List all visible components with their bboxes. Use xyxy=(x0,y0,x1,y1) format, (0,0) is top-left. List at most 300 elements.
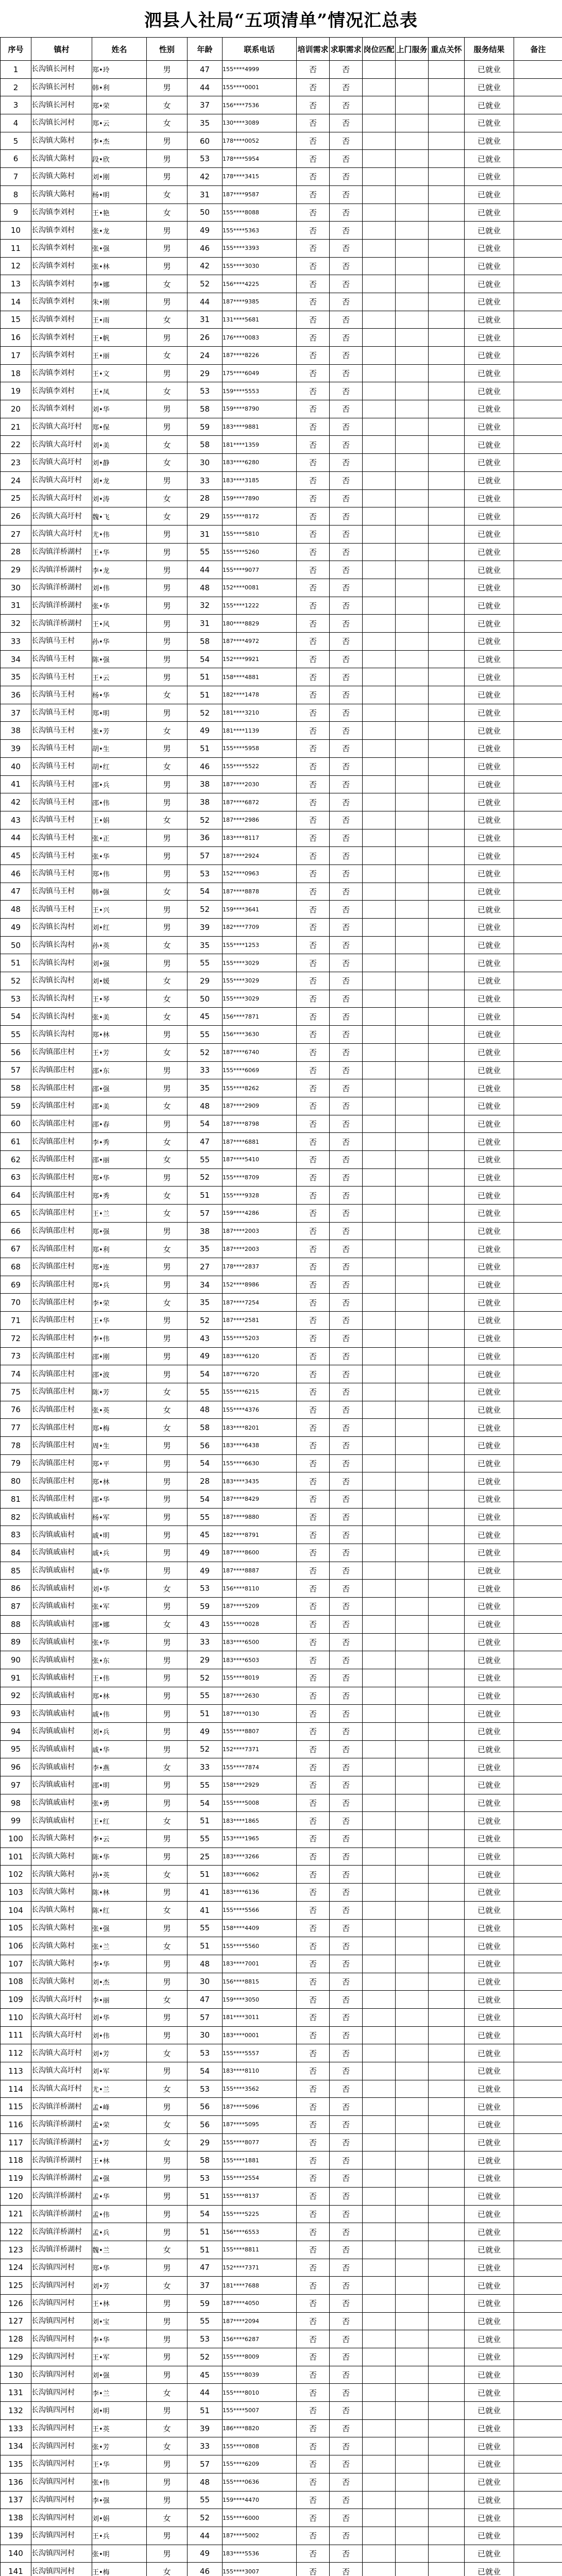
cell-key-care xyxy=(429,1973,465,1991)
cell-no: 93 xyxy=(1,1705,31,1723)
cell-key-care xyxy=(429,364,465,382)
cell-phone: 181****7688 xyxy=(223,2277,297,2295)
cell-no: 50 xyxy=(1,936,31,954)
cell-no: 7 xyxy=(1,168,31,186)
cell-home-service xyxy=(396,686,429,704)
table-row xyxy=(1,811,562,829)
cell-gender: 男 xyxy=(147,2491,188,2509)
cell-service-result: 已就业 xyxy=(465,1097,514,1115)
cell-phone: 155****6630 xyxy=(223,1454,297,1472)
cell-key-care xyxy=(429,2241,465,2259)
cell-name: 刘•明 xyxy=(92,2402,147,2420)
cell-village: 长沟镇邵庄村 xyxy=(31,1043,92,1061)
table-row xyxy=(1,1884,562,1902)
cell-phone: 181****3011 xyxy=(223,2008,297,2026)
cell-job-seeking: 否 xyxy=(330,2527,363,2545)
cell-phone: 178****5954 xyxy=(223,150,297,168)
cell-service-result: 已就业 xyxy=(465,311,514,329)
cell-training: 否 xyxy=(297,793,330,811)
cell-job-match xyxy=(363,936,396,954)
cell-service-result: 已就业 xyxy=(465,883,514,901)
cell-remarks xyxy=(514,1651,562,1669)
cell-village: 长沟镇戚庙村 xyxy=(31,1633,92,1651)
cell-remarks xyxy=(514,757,562,775)
cell-service-result: 已就业 xyxy=(465,2491,514,2509)
cell-home-service xyxy=(396,1508,429,1526)
cell-name: 王•华 xyxy=(92,2455,147,2473)
cell-training: 否 xyxy=(297,2062,330,2080)
cell-name: 张•明 xyxy=(92,2545,147,2563)
cell-village: 长沟镇李刘村 xyxy=(31,347,92,365)
cell-job-seeking: 否 xyxy=(330,2241,363,2259)
cell-phone: 159****3641 xyxy=(223,901,297,919)
cell-name: 李•燕 xyxy=(92,1758,147,1776)
cell-key-care xyxy=(429,78,465,96)
cell-job-seeking: 否 xyxy=(330,2545,363,2563)
cell-remarks xyxy=(514,489,562,507)
cell-age: 54 xyxy=(188,2062,223,2080)
cell-gender: 女 xyxy=(147,1043,188,1061)
cell-job-match xyxy=(363,1472,396,1490)
cell-home-service xyxy=(396,2563,429,2576)
cell-job-match xyxy=(363,972,396,990)
cell-phone: 155****0028 xyxy=(223,1615,297,1633)
cell-village: 长沟镇马王村 xyxy=(31,740,92,758)
cell-remarks xyxy=(514,829,562,847)
cell-key-care xyxy=(429,1454,465,1472)
cell-training: 否 xyxy=(297,1240,330,1258)
cell-job-match xyxy=(363,1222,396,1240)
cell-remarks xyxy=(514,525,562,543)
cell-training: 否 xyxy=(297,722,330,740)
cell-home-service xyxy=(396,2062,429,2080)
cell-name: 刘•华 xyxy=(92,2008,147,2026)
cell-job-match xyxy=(363,525,396,543)
cell-gender: 男 xyxy=(147,1347,188,1365)
cell-key-care xyxy=(429,954,465,972)
cell-phone: 187****9385 xyxy=(223,293,297,311)
header-key-care: 重点关怀 xyxy=(429,38,465,61)
cell-phone: 181****1139 xyxy=(223,722,297,740)
cell-home-service xyxy=(396,418,429,436)
cell-job-match xyxy=(363,883,396,901)
table-row xyxy=(1,936,562,954)
cell-job-match xyxy=(363,2080,396,2098)
cell-service-result: 已就业 xyxy=(465,168,514,186)
cell-village: 长沟镇戚庙村 xyxy=(31,1794,92,1812)
cell-job-match xyxy=(363,2277,396,2295)
cell-remarks xyxy=(514,543,562,561)
cell-training: 否 xyxy=(297,1401,330,1419)
table-row xyxy=(1,1490,562,1509)
cell-service-result: 已就业 xyxy=(465,525,514,543)
cell-service-result: 已就业 xyxy=(465,1651,514,1669)
table-row xyxy=(1,2563,562,2576)
cell-gender: 男 xyxy=(147,1454,188,1472)
cell-training: 否 xyxy=(297,883,330,901)
cell-village: 长沟镇戚庙村 xyxy=(31,1705,92,1723)
cell-service-result: 已就业 xyxy=(465,132,514,150)
cell-job-seeking: 否 xyxy=(330,1669,363,1687)
cell-key-care xyxy=(429,1580,465,1598)
cell-job-match xyxy=(363,168,396,186)
cell-key-care xyxy=(429,2509,465,2527)
cell-remarks xyxy=(514,1705,562,1723)
cell-job-match xyxy=(363,1973,396,1991)
cell-service-result: 已就业 xyxy=(465,2277,514,2295)
cell-service-result: 已就业 xyxy=(465,1294,514,1312)
cell-name: 刘•刚 xyxy=(92,168,147,186)
cell-age: 55 xyxy=(188,2312,223,2330)
cell-gender: 男 xyxy=(147,2098,188,2116)
table-row xyxy=(1,2348,562,2366)
cell-gender: 男 xyxy=(147,2348,188,2366)
cell-remarks xyxy=(514,418,562,436)
cell-service-result: 已就业 xyxy=(465,2419,514,2437)
cell-job-match xyxy=(363,185,396,204)
cell-job-seeking: 否 xyxy=(330,1097,363,1115)
cell-home-service xyxy=(396,2348,429,2366)
cell-village: 长沟镇戚庙村 xyxy=(31,1776,92,1794)
cell-name: 孟•华 xyxy=(92,2187,147,2205)
cell-age: 38 xyxy=(188,793,223,811)
cell-service-result: 已就业 xyxy=(465,2098,514,2116)
cell-service-result: 已就业 xyxy=(465,597,514,615)
cell-key-care xyxy=(429,489,465,507)
cell-job-match xyxy=(363,2348,396,2366)
cell-training: 否 xyxy=(297,704,330,722)
cell-no: 137 xyxy=(1,2491,31,2509)
cell-no: 95 xyxy=(1,1740,31,1758)
cell-key-care xyxy=(429,1222,465,1240)
cell-remarks xyxy=(514,865,562,883)
cell-age: 35 xyxy=(188,1294,223,1312)
cell-job-seeking: 否 xyxy=(330,1383,363,1401)
cell-job-match xyxy=(363,2008,396,2026)
cell-no: 34 xyxy=(1,650,31,668)
cell-job-match xyxy=(363,1580,396,1598)
cell-remarks xyxy=(514,936,562,954)
cell-phone: 183****6500 xyxy=(223,1633,297,1651)
cell-job-seeking: 否 xyxy=(330,1168,363,1187)
cell-remarks xyxy=(514,1419,562,1437)
cell-training: 否 xyxy=(297,1687,330,1705)
cell-job-match xyxy=(363,1133,396,1151)
cell-training: 否 xyxy=(297,811,330,829)
cell-no: 80 xyxy=(1,1472,31,1490)
cell-key-care xyxy=(429,722,465,740)
cell-no: 57 xyxy=(1,1061,31,1079)
cell-gender: 女 xyxy=(147,1205,188,1223)
cell-village: 长沟镇洋桥湖村 xyxy=(31,2151,92,2170)
cell-home-service xyxy=(396,793,429,811)
cell-training: 否 xyxy=(297,2366,330,2384)
cell-remarks xyxy=(514,1329,562,1347)
cell-key-care xyxy=(429,1115,465,1133)
cell-key-care xyxy=(429,2098,465,2116)
cell-village: 长沟镇邵庄村 xyxy=(31,1097,92,1115)
cell-gender: 女 xyxy=(147,722,188,740)
cell-training: 否 xyxy=(297,454,330,472)
cell-age: 55 xyxy=(188,1383,223,1401)
cell-name: 郑•华 xyxy=(92,2259,147,2277)
cell-training: 否 xyxy=(297,1651,330,1669)
cell-service-result: 已就业 xyxy=(465,1722,514,1740)
cell-village: 长沟镇戚庙村 xyxy=(31,1580,92,1598)
header-training: 培训需求 xyxy=(297,38,330,61)
cell-training: 否 xyxy=(297,1187,330,1205)
cell-job-match xyxy=(363,382,396,400)
cell-training: 否 xyxy=(297,2044,330,2062)
cell-home-service xyxy=(396,2545,429,2563)
cell-name: 胡•生 xyxy=(92,740,147,758)
cell-key-care xyxy=(429,329,465,347)
cell-job-seeking: 否 xyxy=(330,257,363,275)
cell-key-care xyxy=(429,2062,465,2080)
cell-no: 101 xyxy=(1,1848,31,1866)
cell-remarks xyxy=(514,1740,562,1758)
cell-service-result: 已就业 xyxy=(465,793,514,811)
cell-gender: 男 xyxy=(147,793,188,811)
cell-job-match xyxy=(363,1526,396,1544)
cell-service-result: 已就业 xyxy=(465,2259,514,2277)
cell-key-care xyxy=(429,1097,465,1115)
cell-name: 邵•美 xyxy=(92,1097,147,1115)
cell-name: 张•英 xyxy=(92,1401,147,1419)
cell-phone: 183****6120 xyxy=(223,1347,297,1365)
table-row xyxy=(1,1794,562,1812)
cell-age: 51 xyxy=(188,686,223,704)
cell-name: 陈•红 xyxy=(92,1901,147,1919)
cell-gender: 女 xyxy=(147,1901,188,1919)
cell-village: 长沟镇长沟村 xyxy=(31,919,92,937)
cell-village: 长沟镇戚庙村 xyxy=(31,1722,92,1740)
cell-job-seeking: 否 xyxy=(330,2151,363,2170)
cell-village: 长沟镇大高圩村 xyxy=(31,418,92,436)
cell-remarks xyxy=(514,2348,562,2366)
cell-gender: 男 xyxy=(147,704,188,722)
cell-service-result: 已就业 xyxy=(465,418,514,436)
cell-name: 孟•芳 xyxy=(92,2133,147,2151)
cell-no: 2 xyxy=(1,78,31,96)
cell-training: 否 xyxy=(297,382,330,400)
cell-home-service xyxy=(396,1794,429,1812)
cell-job-match xyxy=(363,2455,396,2473)
cell-phone: 155****5260 xyxy=(223,543,297,561)
cell-job-match xyxy=(363,2294,396,2312)
cell-service-result: 已就业 xyxy=(465,1598,514,1616)
cell-service-result: 已就业 xyxy=(465,2527,514,2545)
cell-name: 段•欣 xyxy=(92,150,147,168)
cell-name: 戚•华 xyxy=(92,1740,147,1758)
cell-no: 112 xyxy=(1,2044,31,2062)
cell-gender: 男 xyxy=(147,2008,188,2026)
cell-phone: 187****2030 xyxy=(223,775,297,793)
cell-age: 37 xyxy=(188,96,223,114)
cell-village: 长沟镇李刘村 xyxy=(31,293,92,311)
cell-gender: 男 xyxy=(147,1651,188,1669)
cell-job-seeking: 否 xyxy=(330,168,363,186)
cell-job-seeking: 否 xyxy=(330,418,363,436)
cell-job-seeking: 否 xyxy=(330,1419,363,1437)
table-row xyxy=(1,1008,562,1026)
cell-no: 83 xyxy=(1,1526,31,1544)
cell-job-seeking: 否 xyxy=(330,275,363,293)
cell-age: 58 xyxy=(188,2151,223,2170)
cell-key-care xyxy=(429,561,465,579)
cell-home-service xyxy=(396,1973,429,1991)
cell-remarks xyxy=(514,650,562,668)
table-row xyxy=(1,507,562,526)
cell-village: 长沟镇四河村 xyxy=(31,2294,92,2312)
cell-job-seeking: 否 xyxy=(330,61,363,79)
cell-village: 长沟镇长沟村 xyxy=(31,936,92,954)
cell-remarks xyxy=(514,615,562,633)
cell-remarks xyxy=(514,96,562,114)
table-row xyxy=(1,311,562,329)
cell-training: 否 xyxy=(297,1168,330,1187)
cell-gender: 男 xyxy=(147,901,188,919)
cell-home-service xyxy=(396,114,429,132)
cell-key-care xyxy=(429,936,465,954)
cell-key-care xyxy=(429,1544,465,1562)
cell-home-service xyxy=(396,150,429,168)
cell-phone: 187****2003 xyxy=(223,1222,297,1240)
cell-gender: 女 xyxy=(147,2419,188,2437)
cell-home-service xyxy=(396,1526,429,1544)
cell-no: 44 xyxy=(1,829,31,847)
cell-training: 否 xyxy=(297,1079,330,1097)
cell-job-match xyxy=(363,204,396,222)
cell-gender: 男 xyxy=(147,579,188,597)
cell-remarks xyxy=(514,579,562,597)
cell-job-seeking: 否 xyxy=(330,382,363,400)
cell-no: 11 xyxy=(1,239,31,257)
cell-job-seeking: 否 xyxy=(330,936,363,954)
cell-no: 138 xyxy=(1,2509,31,2527)
cell-no: 90 xyxy=(1,1651,31,1669)
cell-village: 长沟镇大陈村 xyxy=(31,1955,92,1973)
cell-home-service xyxy=(396,2384,429,2402)
cell-home-service xyxy=(396,1133,429,1151)
cell-job-seeking: 否 xyxy=(330,704,363,722)
cell-service-result: 已就业 xyxy=(465,2437,514,2455)
cell-key-care xyxy=(429,775,465,793)
cell-name: 郑•利 xyxy=(92,1240,147,1258)
cell-job-seeking: 否 xyxy=(330,2419,363,2437)
cell-key-care xyxy=(429,757,465,775)
cell-home-service xyxy=(396,1848,429,1866)
cell-job-seeking: 否 xyxy=(330,1580,363,1598)
cell-home-service xyxy=(396,1687,429,1705)
cell-service-result: 已就业 xyxy=(465,204,514,222)
cell-phone: 131****5681 xyxy=(223,311,297,329)
cell-village: 长沟镇大陈村 xyxy=(31,1848,92,1866)
cell-gender: 男 xyxy=(147,1061,188,1079)
cell-no: 96 xyxy=(1,1758,31,1776)
cell-service-result: 已就业 xyxy=(465,775,514,793)
cell-no: 18 xyxy=(1,364,31,382)
cell-name: 张•勇 xyxy=(92,1794,147,1812)
cell-home-service xyxy=(396,293,429,311)
cell-village: 长沟镇戚庙村 xyxy=(31,1812,92,1830)
cell-name: 王•雨 xyxy=(92,311,147,329)
cell-age: 53 xyxy=(188,1580,223,1598)
cell-job-match xyxy=(363,1830,396,1848)
cell-name: 李•荣 xyxy=(92,1294,147,1312)
cell-key-care xyxy=(429,168,465,186)
cell-remarks xyxy=(514,400,562,418)
cell-job-match xyxy=(363,2509,396,2527)
cell-training: 否 xyxy=(297,2241,330,2259)
table-row xyxy=(1,96,562,114)
cell-no: 16 xyxy=(1,329,31,347)
cell-no: 118 xyxy=(1,2151,31,2170)
cell-no: 127 xyxy=(1,2312,31,2330)
cell-home-service xyxy=(396,2259,429,2277)
cell-job-match xyxy=(363,615,396,633)
cell-no: 46 xyxy=(1,865,31,883)
cell-training: 否 xyxy=(297,740,330,758)
cell-key-care xyxy=(429,1812,465,1830)
cell-training: 否 xyxy=(297,1026,330,1044)
cell-name: 邵•春 xyxy=(92,1115,147,1133)
cell-name: 王•兰 xyxy=(92,1205,147,1223)
cell-name: 孟•荣 xyxy=(92,2116,147,2134)
cell-training: 否 xyxy=(297,1633,330,1651)
cell-remarks xyxy=(514,2491,562,2509)
cell-job-match xyxy=(363,847,396,865)
cell-home-service xyxy=(396,579,429,597)
cell-age: 26 xyxy=(188,329,223,347)
cell-village: 长沟镇四河村 xyxy=(31,2473,92,2491)
cell-village: 长沟镇邵庄村 xyxy=(31,1187,92,1205)
cell-no: 97 xyxy=(1,1776,31,1794)
cell-phone: 155****5225 xyxy=(223,2205,297,2223)
cell-job-match xyxy=(363,579,396,597)
cell-age: 48 xyxy=(188,1955,223,1973)
cell-remarks xyxy=(514,1562,562,1580)
cell-service-result: 已就业 xyxy=(465,1187,514,1205)
cell-village: 长沟镇大陈村 xyxy=(31,132,92,150)
cell-job-seeking: 否 xyxy=(330,132,363,150)
cell-name: 郑•玲 xyxy=(92,61,147,79)
cell-job-match xyxy=(363,114,396,132)
cell-name: 郑•梅 xyxy=(92,1419,147,1437)
cell-home-service xyxy=(396,561,429,579)
table-row xyxy=(1,668,562,686)
cell-gender: 男 xyxy=(147,1258,188,1276)
table-row xyxy=(1,2473,562,2491)
cell-age: 54 xyxy=(188,1794,223,1812)
cell-training: 否 xyxy=(297,1115,330,1133)
cell-key-care xyxy=(429,543,465,561)
cell-remarks xyxy=(514,1508,562,1526)
cell-job-match xyxy=(363,454,396,472)
cell-key-care xyxy=(429,704,465,722)
cell-job-seeking: 否 xyxy=(330,1776,363,1794)
cell-no: 36 xyxy=(1,686,31,704)
cell-job-match xyxy=(363,2187,396,2205)
cell-home-service xyxy=(396,1383,429,1401)
cell-no: 111 xyxy=(1,2026,31,2044)
cell-phone: 155****3029 xyxy=(223,990,297,1008)
table-row xyxy=(1,1580,562,1598)
cell-home-service xyxy=(396,489,429,507)
cell-service-result: 已就业 xyxy=(465,2545,514,2563)
cell-job-match xyxy=(363,650,396,668)
cell-no: 61 xyxy=(1,1133,31,1151)
